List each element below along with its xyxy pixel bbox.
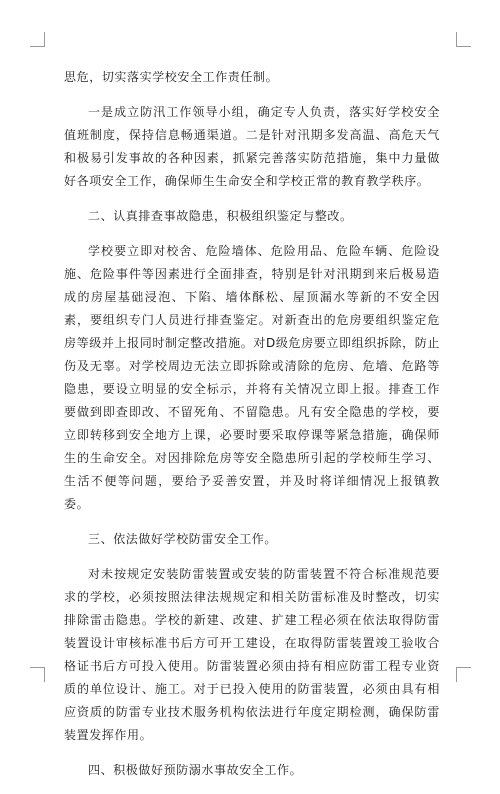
paragraph-flood-measures: 一是成立防汛工作领导小组，确定专人负责，落实好学校安全值班制度，保持信息畅通渠道。二是针对汛期多发高温、高危天气和极易引发事故的各种因素，抓紧完善落实防范措施，集中力量做好各项安全工作，确保师生生命安全和学校正常的教育教学秩序。 (64, 105, 440, 188)
document-body (64, 66, 440, 794)
section-heading-4: 四、积极做好预防溺水事故安全工作。 (88, 763, 303, 777)
paragraph-lightning-protection: 对未按规定安装防雷装置或安装的防雷装置不符合标准规范要求的学校，必须按照法律法规规定和相关防雷标准及时整改，切实排除雷击隐患。学校的新建、改建、扩建工程必须在依法取得防雷装置设计审核标准书后方可开工建设，在取得防雷装置竣工验收合格证书后方可投入使用。防雷装置必须由持有相应防雷工程专业资质的单位设计、施工。对于已投入使用的防雷装置，必须由具有相应资质的防雷专业技术服务机构依法进行年度定期检测，确保防雷装置发挥作用。 (64, 567, 440, 742)
crop-mark-bottom-left (30, 667, 45, 682)
section-heading-2: 二、认真排查事故隐患，积极组织鉴定与整改。 (88, 209, 353, 223)
section-heading-3: 三、依法做好学校防雷安全工作。 (88, 532, 278, 546)
crop-mark-bottom-right (456, 667, 471, 682)
paragraph-hazard-inspection: 学校要立即对校舍、危险墙体、危险用品、危险车辆、危险设施、危险事件等因素进行全面排查，特别是针对汛期到来后极易造成的房屋基础浸泡、下陷、墙体酥松、屋顶漏水等新的不安全因素，要组织专门人员进行排查鉴定。对新查出的危房要组织鉴定危房等级并上报同时制定整改措施。对D级危房要立即组织拆除，防止伤及无辜。对学校周边无法立即拆除或清除的危房、危墙、危路等隐患，要设立明显的安全标示，并将有关情况立即上报。排查工作要做到即查即改、不留死角、不留隐患。凡有安全隐患的学校，要立即转移到安全地方上课，必要时要采取停课等紧急措施，确保师生的生命安全。对因排除危房等安全隐患所引起的学校师生学习、生活不便等问题，要给予妥善安置，并及时将详细情况上报镇教委。 (64, 244, 440, 511)
crop-mark-top-right (456, 32, 471, 47)
crop-mark-top-left (30, 32, 45, 47)
paragraph-continuation: 思危，切实落实学校安全工作责任制。 (64, 70, 279, 84)
